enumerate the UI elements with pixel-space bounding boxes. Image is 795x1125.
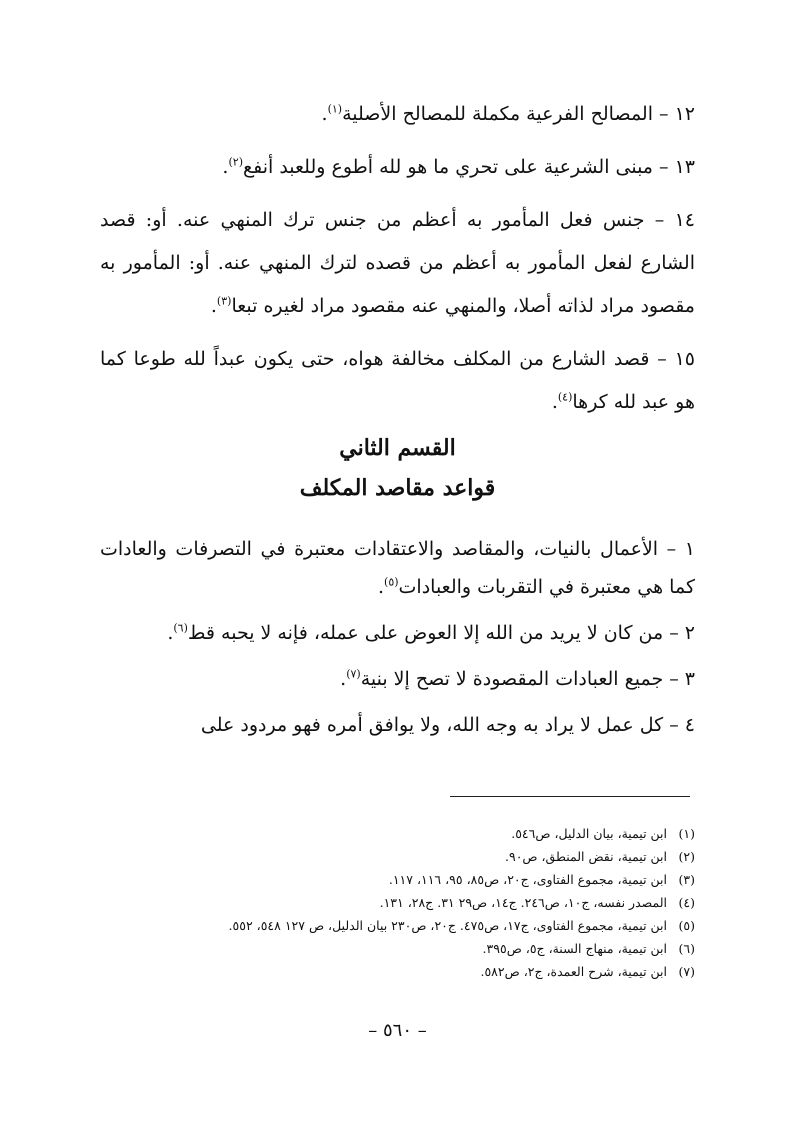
rule-text: ١٣ – مبنى الشرعية على تحري ما هو لله أطوع وللعبد أنفع <box>242 156 695 178</box>
footnotes-list <box>100 822 695 983</box>
rule-item-15 <box>100 338 695 424</box>
footnote-text: ابن تيمية، منهاج السنة، ج٥، ص٣٩٥. <box>482 941 667 956</box>
rule-tail: . <box>321 103 328 125</box>
footnote-number: (٥) <box>678 918 695 933</box>
rule-item-12 <box>100 93 695 136</box>
rule-item-2 <box>100 614 695 652</box>
footnote-item <box>100 891 695 914</box>
rule-tail: . <box>377 576 385 598</box>
footnote-ref[interactable]: (٦) <box>173 621 188 635</box>
rules-list-part-2 <box>100 530 695 744</box>
footnote-item <box>100 937 695 960</box>
section-subtitle: قواعد مقاصد المكلف <box>299 475 496 501</box>
footnote-text: ابن تيمية، مجموع الفتاوى، ج٢٠، ص٨٥، ٩٥، ١١٦، ١١٧. <box>388 872 667 887</box>
footnote-ref[interactable]: (٧) <box>346 667 361 681</box>
footnote-text: ابن تيمية، مجموع الفتاوى، ج١٧، ص٤٧٥. ج٢٠، ص٢٣٠ بيان الدليل، ص ١٢٧ ٥٤٨، ٥٥٢. <box>228 918 667 933</box>
rule-tail: . <box>167 622 174 644</box>
rule-tail: . <box>340 668 347 690</box>
footnote-number: (٣) <box>678 872 695 887</box>
rule-text: ٣ – جميع العبادات المقصودة لا تصح إلا بنية <box>360 668 695 690</box>
footnote-item <box>100 914 695 937</box>
footnote-ref[interactable]: (٢) <box>228 155 243 169</box>
section-heading <box>100 428 695 508</box>
rule-tail: . <box>551 391 558 413</box>
rule-item-3 <box>100 660 695 698</box>
rule-text: ٤ – كل عمل لا يراد به وجه الله، ولا يوافق أمره فهو مردود على <box>200 714 695 736</box>
footnote-ref[interactable]: (٣) <box>216 294 232 308</box>
footnote-number: (٦) <box>678 941 695 956</box>
rule-item-14 <box>100 199 695 328</box>
rule-text: ١٤ – جنس فعل المأمور به أعظم من جنس ترك المنهي عنه. أو: قصد الشارع لفعل المأمور به أعظم من قصده لترك المنهي عنه. أو: المأمور به مقصود مراد لذاته أصلا، والمنهي عنه مقصود مراد لغيره تبعا <box>100 209 695 317</box>
footnote-text: ابن تيمية، نقض المنطق، ص٩٠. <box>505 849 667 864</box>
rule-text: ١ – الأعمال بالنيات، والمقاصد والاعتقادات معتبرة في التصرفات والعادات كما هي معتبرة في التقربات والعبادات <box>100 538 695 598</box>
footnote-item <box>100 868 695 891</box>
page-number: – ٥٦٠ – <box>368 1020 427 1041</box>
footnote-item <box>100 822 695 845</box>
rule-tail: . <box>222 156 229 178</box>
footnote-number: (٤) <box>678 895 695 910</box>
footnote-item <box>100 845 695 868</box>
footnote-text: ابن تيمية، شرح العمدة، ج٢، ص٥٨٢. <box>480 964 667 979</box>
footnote-separator <box>450 796 690 797</box>
footnote-ref[interactable]: (٤) <box>557 390 573 404</box>
rule-item-4 <box>100 706 695 744</box>
footnote-text: المصدر نفسه، ج١٠، ص٢٤٦. ج١٤، ص٢٩ ٣١. ج٢٨، ١٣١. <box>379 895 667 910</box>
rule-text: ١٢ – المصالح الفرعية مكملة للمصالح الأصلية <box>342 103 695 125</box>
rules-list-part-1 <box>100 93 695 424</box>
footnote-number: (٧) <box>678 964 695 979</box>
footnote-ref[interactable]: (٥) <box>384 575 399 589</box>
footnote-text: ابن تيمية، بيان الدليل، ص٥٤٦. <box>511 826 667 841</box>
rule-tail: . <box>210 295 217 317</box>
footnote-number: (١) <box>678 826 695 841</box>
section-title: القسم الثاني <box>339 435 456 461</box>
rule-text: ٢ – من كان لا يريد من الله إلا العوض على عمله، فإنه لا يحبه قط <box>187 622 695 644</box>
rule-item-13 <box>100 146 695 189</box>
footnote-item <box>100 960 695 983</box>
footnote-ref[interactable]: (١) <box>327 102 343 116</box>
rule-text: ١٥ – قصد الشارع من المكلف مخالفة هواه، حتى يكون عبداً لله طوعا كما هو عبد لله كرها <box>100 348 695 413</box>
rule-item-1 <box>100 530 695 606</box>
footnote-number: (٢) <box>678 849 695 864</box>
